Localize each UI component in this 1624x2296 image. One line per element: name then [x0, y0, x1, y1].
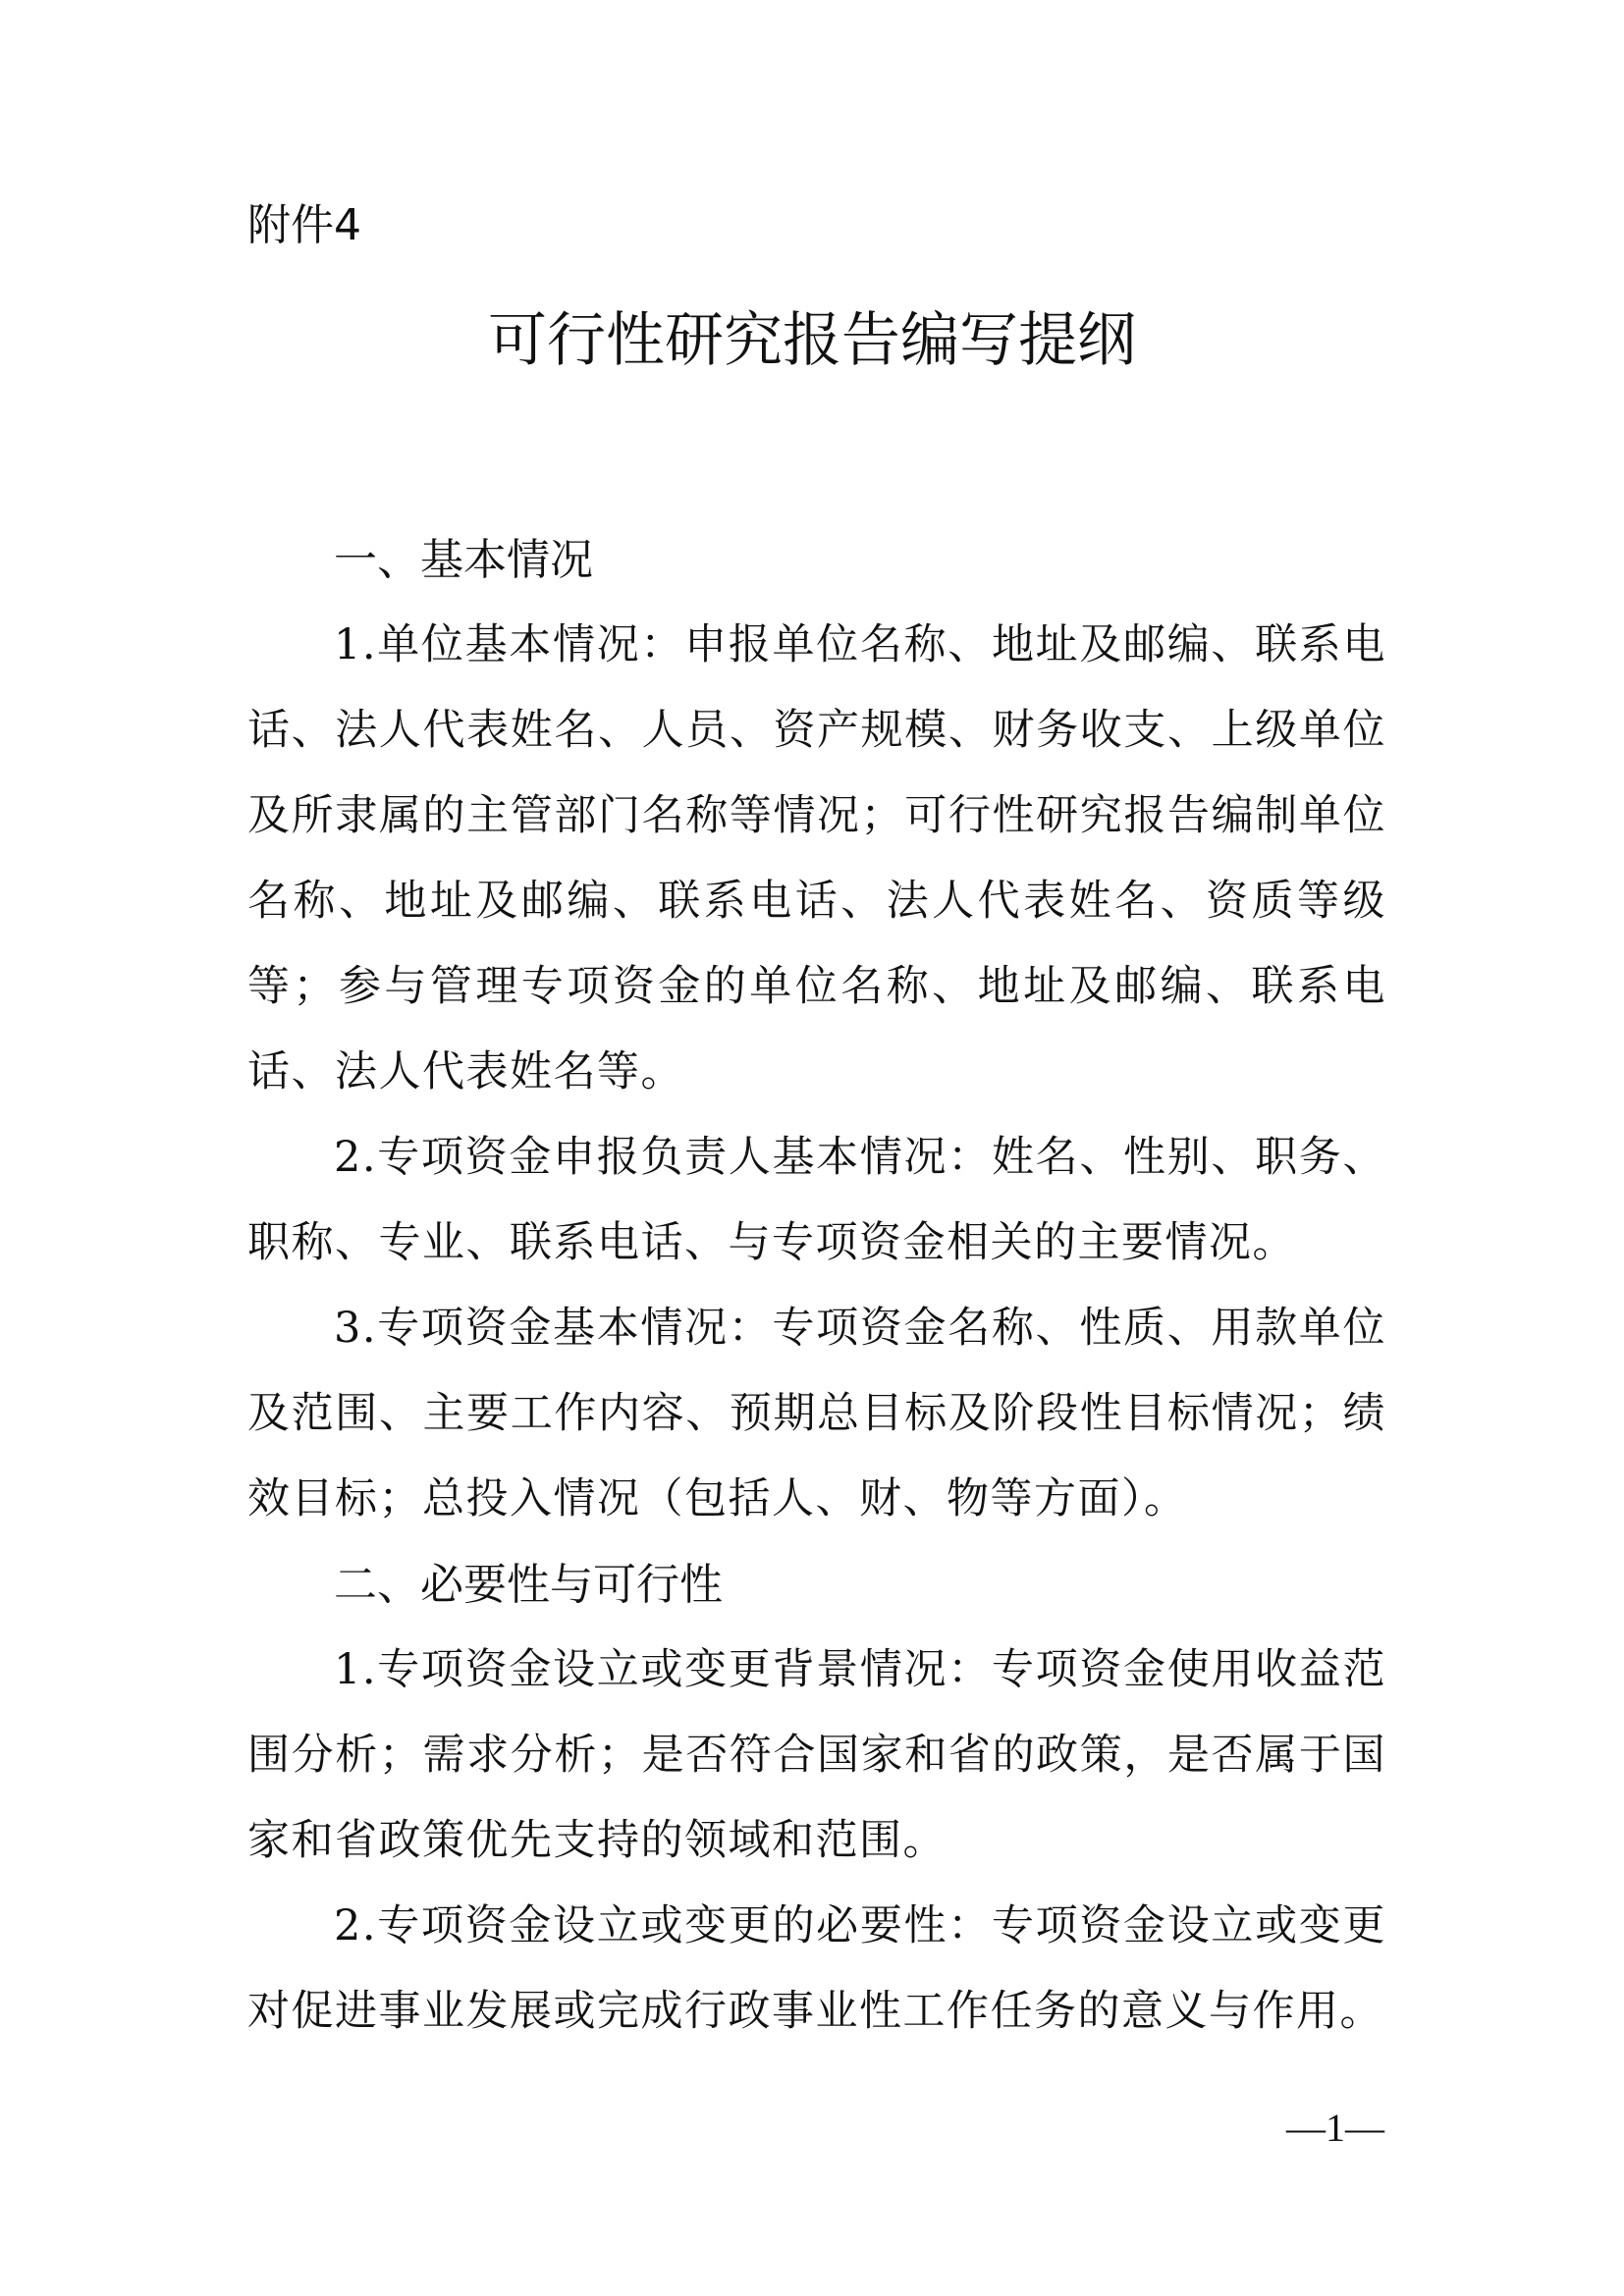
paragraph-unit-basic-info: 1.单位基本情况：申报单位名称、地址及邮编、联系电话、法人代表姓名、人员、资产规模、财务收支、上级单位及所隶属的主管部门名称等情况；可行性研究报告编制单位名称、地址及邮编、联系电话、法人代表姓名、资质等级等；参与管理专项资金的单位名称、地址及邮编、联系电话、法人代表姓名等。	[247, 620, 1386, 1096]
paragraph-fund-necessity: 2.专项资金设立或变更的必要性：专项资金设立或变更对促进事业发展或完成行政事业性工作任务的意义与作用。	[247, 1901, 1386, 2036]
paragraph-applicant-info: 2.专项资金申报负责人基本情况：姓名、性别、职务、职称、专业、联系电话、与专项资金相关的主要情况。	[247, 1133, 1386, 1267]
section-heading-basic-info: 一、基本情况	[334, 535, 593, 585]
page-number: —1—	[1286, 2106, 1384, 2150]
document-title: 可行性研究报告编写提纲	[488, 306, 1136, 375]
paragraph-fund-background: 1.专项资金设立或变更背景情况：专项资金使用收益范围分析；需求分析；是否符合国家和省的政策，是否属于国家和省政策优先支持的领域和范围。	[247, 1645, 1386, 1865]
section-heading-necessity-feasibility: 二、必要性与可行性	[334, 1560, 723, 1610]
paragraph-fund-basic-info: 3.专项资金基本情况：专项资金名称、性质、用款单位及范围、主要工作内容、预期总目标及阶段性目标情况；绩效目标；总投入情况（包括人、财、物等方面）。	[247, 1304, 1386, 1523]
document-body	[247, 517, 1386, 2055]
attachment-label: 附件4	[247, 200, 361, 250]
